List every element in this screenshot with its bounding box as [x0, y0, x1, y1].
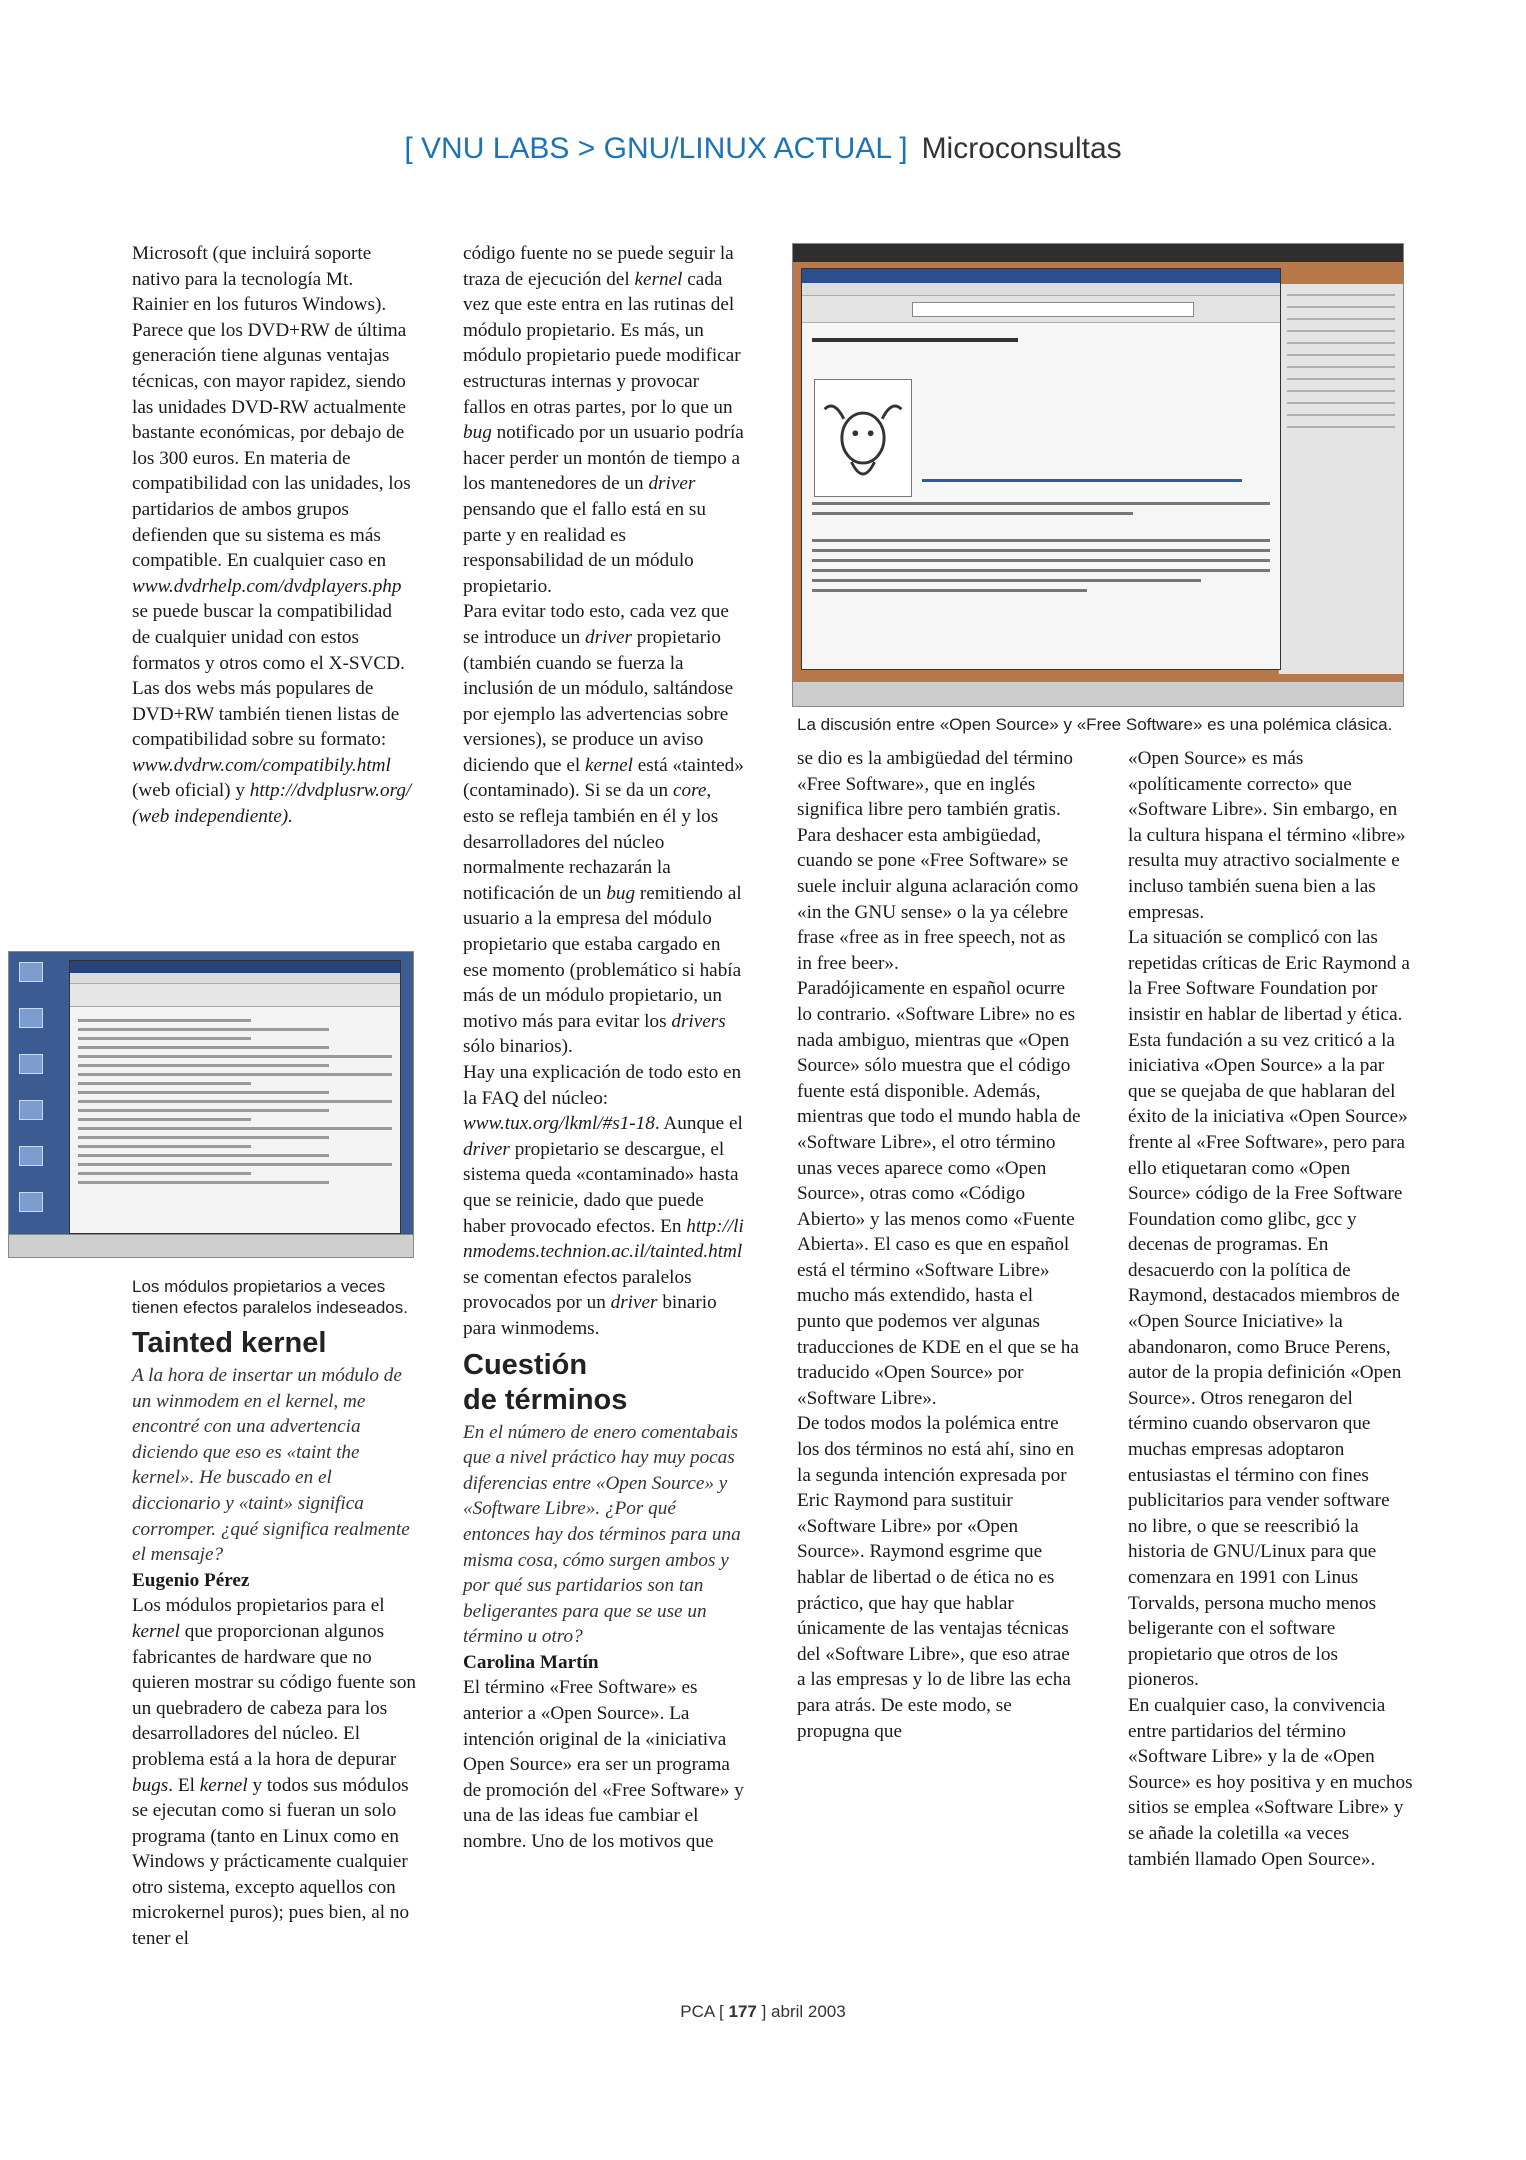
article-text: Hay una explicación de todo esto en la FAQ del núcleo: www.tux.org/lkml/#s1-18. Aunque el driver propietario se descargue, el sistema queda «contaminado» hasta que se reinicie, dado que puede haber provocado efectos. En http://linmodems.technion.ac.il/tainted.html se comentan efectos paralelos provocados por un driver binario para winmodems.: [463, 1062, 744, 1339]
package-manager-window: [1278, 284, 1403, 674]
tainted-author: Eugenio Pérez: [132, 1569, 250, 1591]
screenshot-desktop: [8, 951, 414, 1258]
section-path: [ VNU LABS > GNU/LINUX ACTUAL ]: [404, 132, 908, 165]
page-number: 177: [728, 2002, 757, 2021]
tainted-question: A la hora de insertar un módulo de un winmodem en el kernel, me encontré con una advertencia diciendo que eso es «taint the kernel». He buscado en el diccionario y «taint» significa corromper. ¿qué significa realmente el mensaje?: [132, 1365, 410, 1566]
gnu-head-image: [814, 379, 912, 497]
article-text: En cualquier caso, la convivencia entre partidarios del término «Software Libre» y la de «Open Source» es hoy positiva y en muchos sitios se emplea «Software Libre» y se añade la coletilla «a veces también llamado Open Source».: [1128, 1694, 1413, 1870]
cuestion-question: En el número de enero comentabais que a nivel práctico hay muy pocas diferencias entre «Open Source» y «Software Libre». ¿Por qué entonces hay dos términos para una misma cosa, cómo surgen ambos y por qué sus partidarios son tan beligerantes para que se use un término u otro?: [463, 1421, 741, 1648]
link-dvdrw: www.dvdrw.com/compatibily.html: [132, 754, 391, 776]
mail-window: [69, 960, 401, 1234]
article-text: Microsoft (que incluirá soporte nativo para la tecnología Mt. Rainier en los futuros Windows). Parece que los DVD+RW de última generación tiene algunas ventajas técnicas, con mayor rapidez, siendo las unidades DVD-RW actualmente bastante económicas, por debajo de los 300 euros. En materia de compatibilidad con las unidades, los partidarios de ambos grupos defienden que su sistema es más compatible. En cualquier caso en www.dvdrhelp.com/dvdplayers.php se puede buscar la compatibilidad de cualquier unidad con estos formatos y otros como el X-SVCD. Las dos webs más populares de DVD+RW también tienen listas de compatibilidad sobre su formato: www.dvdrw.com/compatibily.html (web oficial) y http://dvdplusrw.org/ (web independiente).: [132, 243, 412, 828]
link-faq: www.tux.org/lkml/#s1-18: [463, 1113, 655, 1135]
cuestion-heading: Cuestión de términos: [463, 1348, 628, 1416]
desktop-panel: [793, 244, 1403, 262]
figure-1-caption: Los módulos propietarios a veces tienen efectos paralelos indeseados.: [132, 1277, 408, 1317]
magazine-name: PCA [: [680, 2002, 724, 2021]
page-footer: [0, 2002, 1526, 2022]
link-dvdrhelp: www.dvdrhelp.com/dvdplayers.php: [132, 575, 402, 597]
article-text: se dio es la ambigüedad del término «Free Software», que en inglés significa libre pero también gratis. Para deshacer esta ambigüedad, cuando se pone «Free Software» se suele incluir alguna aclaración como «in the GNU sense» o la ya célebre frase «free as in free speech, not as in free beer».: [797, 748, 1079, 974]
cuestion-answer: El término «Free Software» es anterior a «Open Source». La intención original de la «iniciativa Open Source» era ser un programa de promoción del «Free Software» y una de las ideas fue cambiar el nombre. Uno de los motivos que: [463, 1677, 744, 1853]
tainted-heading: Tainted kernel: [132, 1327, 327, 1359]
figure-2-caption: La discusión entre «Open Source» y «Free Software» es una polémica clásica.: [797, 715, 1393, 734]
link-linmodems: http://linmodems.technion.ac.il/tainted.html: [463, 1215, 744, 1263]
article-text: La situación se complicó con las repetidas críticas de Eric Raymond a la Free Software Foundation por insistir en hablar de libertad y ética. Esta fundación a su vez criticó a la iniciativa «Open Source» a la par que se quejaba de que hablaran del éxito de la iniciativa «Open Source» frente al «Free Software», pero para ello etiquetaran como «Open Source» código de la Free Software Foundation como glibc, gcc y decenas de programas. En desacuerdo con la política de Raymond, destacados miembros de «Open Source Iniciative» la abandonaron, como Bruce Perens, autor de la propia definición «Open Source». Otros renegaron del término cuando observaron que muchas empresas adoptaron entusiastas el término con fines publicitarios para vender software no libre, o que se reescribió la historia de GNU/Linux para que comenzara en 1991 con Linus Torvalds, persona mucho menos beligerante con el software propietario que otros de los pioneros.: [1128, 927, 1410, 1691]
cuestion-author: Carolina Martín: [463, 1651, 599, 1673]
column-4: [1128, 746, 1413, 1872]
desktop-icons: [15, 962, 49, 1258]
section-subtitle: Microconsultas: [921, 132, 1122, 165]
article-text: Paradójicamente en español ocurre lo contrario. «Software Libre» no es nada ambiguo, mientras que «Open Source» sólo muestra que el código fuente está disponible. Además, mientras que todo el mundo habla de «Software Libre», el otro término unas veces aparece como «Open Source», otras como «Código Abierto» y las menos como «Fuente Abierta». El caso es que en español está el término «Software Libre» mucho más extendido, hasta el punto que podemos ver algunas traducciones de KDE en el que se ha traducido «Open Source» por «Software Libre».: [797, 978, 1081, 1409]
taskbar: [793, 681, 1403, 706]
link-dvdplusrw: http://dvdplusrw.org/ (web independiente).: [132, 780, 412, 828]
tainted-section: [132, 1320, 417, 1952]
article-text: código fuente no se puede seguir la traza de ejecución del kernel cada vez que este entra en las rutinas del módulo propietario. Es más, un módulo propietario puede modificar estructuras internas y provocar fallos en otras partes, por lo que un bug notificado por un usuario podría hacer perder un montón de tiempo a los mantenedores de un driver pensando que el fallo está en su parte y en realidad es responsabilidad de un módulo propietario.: [463, 243, 744, 597]
tainted-answer: Los módulos propietarios para el kernel que proporcionan algunos fabricantes de hardware que no quieren mostrar su código fuente son un quebradero de cabeza para los desarrolladores del núcleo. El problema está a la hora de depurar bugs. El kernel y todos sus módulos se ejecutan como si fueran un solo programa (tanto en Linux como en Windows y prácticamente cualquier otro sistema, excepto aquellos con microkernel puros); pues bien, al no tener el: [132, 1595, 417, 1950]
taskbar: [9, 1234, 413, 1257]
column-2: [463, 241, 746, 1855]
page-header: [0, 132, 1526, 166]
column-3: [797, 746, 1081, 1744]
article-text: Para evitar todo esto, cada vez que se introduce un driver propietario (también cuando se fuerza la inclusión de un módulo, saltándose por ejemplo las advertencias sobre versiones), se produce un aviso diciendo que el kernel está «tainted» (contaminado). Si se da un core, esto se refleja también en él y los desarrolladores del núcleo normalmente rechazarán la notificación de un bug remitiendo al usuario a la empresa del módulo propietario que estaba cargado en ese momento (problemático si había más de un módulo propietario, un motivo más para evitar los drivers sólo binarios).: [463, 601, 744, 1058]
browser-window: [801, 268, 1281, 670]
article-text: «Open Source» es más «políticamente correcto» que «Software Libre». Sin embargo, en la cultura hispana el término «libre» resulta muy atractivo socialmente e incluso también suena bien a las empresas.: [1128, 748, 1406, 923]
column-1: [132, 241, 412, 830]
screenshot-browser: [792, 243, 1404, 707]
article-text: De todos modos la polémica entre los dos términos no está ahí, sino en la segunda intención expresada por Eric Raymond para sustituir «Software Libre» por «Open Source». Raymond esgrime que hablar de libertad o de ética no es práctico, que hay que hablar únicamente de las ventajas técnicas del «Software Libre», que eso atrae a las empresas y lo de libre las echa para atrás. De este modo, se propugna que: [797, 1413, 1075, 1742]
issue-date: ] abril 2003: [761, 2002, 846, 2021]
